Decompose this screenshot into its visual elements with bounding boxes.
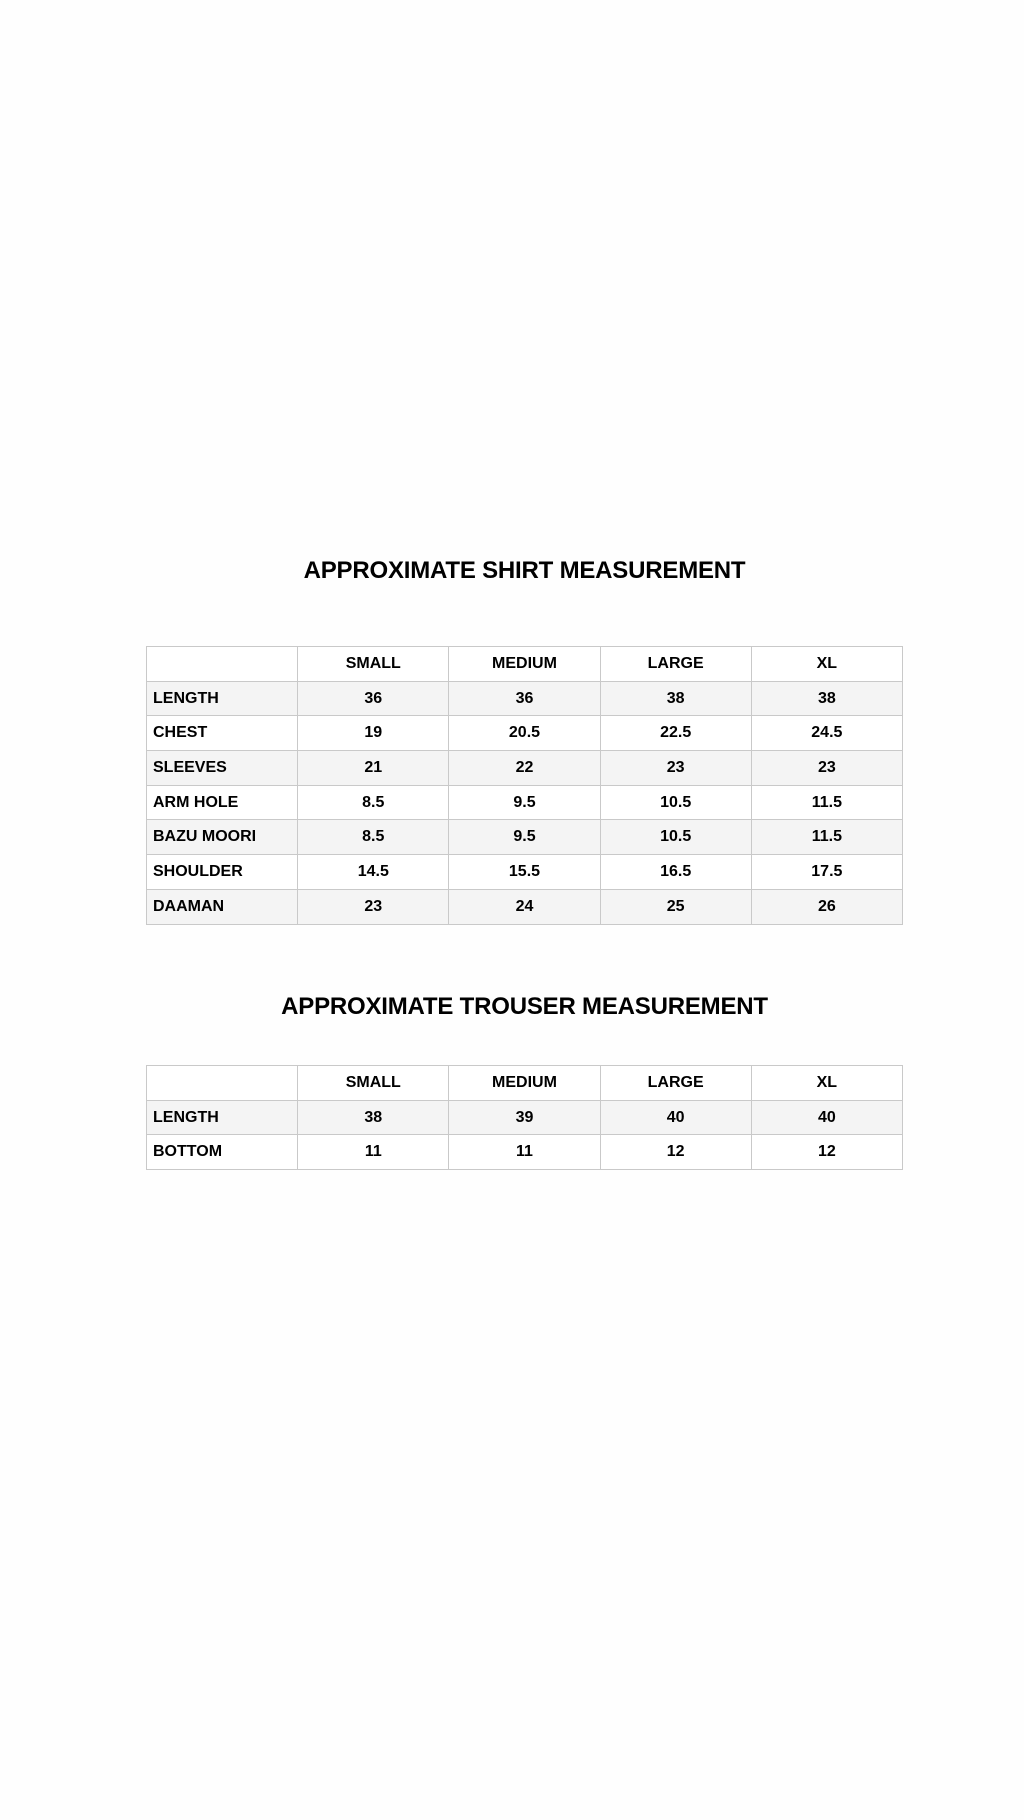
table-cell: 38 [298,1100,449,1135]
table-cell: 24.5 [751,716,902,751]
header-cell-empty [147,647,298,682]
table-cell: 20.5 [449,716,600,751]
table-cell: 11.5 [751,820,902,855]
table-cell: 9.5 [449,820,600,855]
header-cell-empty [147,1066,298,1101]
row-label: CHEST [147,716,298,751]
table-row [147,889,903,924]
table-cell: 21 [298,751,449,786]
header-cell-medium: MEDIUM [449,1066,600,1101]
table-header-row [147,647,903,682]
table-row [147,820,903,855]
row-label: SLEEVES [147,751,298,786]
table-cell: 22.5 [600,716,751,751]
table-cell: 23 [298,889,449,924]
table-cell: 8.5 [298,820,449,855]
table-cell: 40 [600,1100,751,1135]
trouser-measurement-title: APPROXIMATE TROUSER MEASUREMENT [281,993,768,1020]
row-label: LENGTH [147,681,298,716]
row-label: SHOULDER [147,855,298,890]
table-cell: 39 [449,1100,600,1135]
table-header-row [147,1066,903,1101]
table-cell: 22 [449,751,600,786]
header-cell-medium: MEDIUM [449,647,600,682]
table-cell: 19 [298,716,449,751]
table-cell: 11 [298,1135,449,1170]
table-row [147,751,903,786]
table-cell: 10.5 [600,820,751,855]
table-cell: 17.5 [751,855,902,890]
table-cell: 26 [751,889,902,924]
table-cell: 16.5 [600,855,751,890]
header-cell-large: LARGE [600,647,751,682]
table-cell: 38 [600,681,751,716]
header-cell-large: LARGE [600,1066,751,1101]
table-cell: 15.5 [449,855,600,890]
header-cell-xl: XL [751,647,902,682]
table-row [147,1135,903,1170]
table-cell: 24 [449,889,600,924]
table-cell: 11 [449,1135,600,1170]
table-cell: 11.5 [751,785,902,820]
row-label: BOTTOM [147,1135,298,1170]
table-row [147,681,903,716]
shirt-measurement-table [146,646,903,925]
table-cell: 8.5 [298,785,449,820]
table-row [147,855,903,890]
table-row [147,785,903,820]
row-label: DAAMAN [147,889,298,924]
header-cell-small: SMALL [298,647,449,682]
table-cell: 10.5 [600,785,751,820]
table-row [147,1100,903,1135]
row-label: ARM HOLE [147,785,298,820]
table-cell: 12 [751,1135,902,1170]
table-cell: 36 [298,681,449,716]
row-label: LENGTH [147,1100,298,1135]
trouser-measurement-table [146,1065,903,1170]
row-label: BAZU MOORI [147,820,298,855]
table-cell: 36 [449,681,600,716]
table-cell: 25 [600,889,751,924]
table-cell: 23 [751,751,902,786]
table-row [147,716,903,751]
table-cell: 40 [751,1100,902,1135]
table-cell: 14.5 [298,855,449,890]
shirt-measurement-title: APPROXIMATE SHIRT MEASUREMENT [303,557,746,584]
header-cell-small: SMALL [298,1066,449,1101]
header-cell-xl: XL [751,1066,902,1101]
table-cell: 38 [751,681,902,716]
table-cell: 12 [600,1135,751,1170]
table-cell: 9.5 [449,785,600,820]
table-cell: 23 [600,751,751,786]
